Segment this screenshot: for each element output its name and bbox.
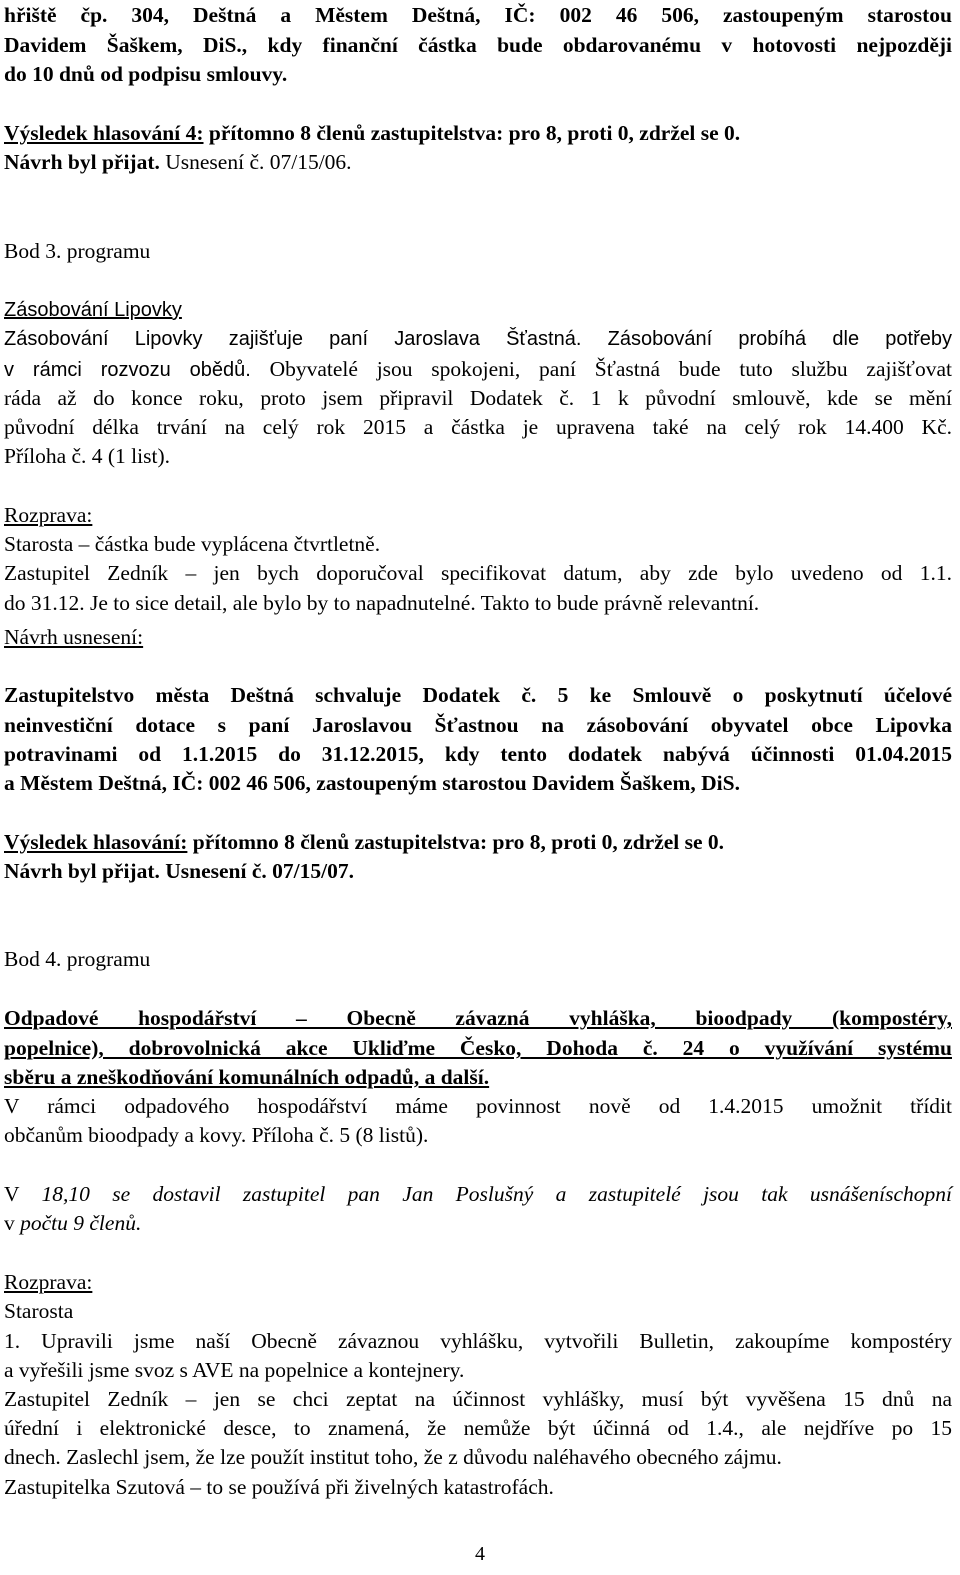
item-4-debate-line-2: a vyřešili jsme svoz s AVE na popelnice a kontejnery. (4, 1358, 465, 1382)
item-3-proposal-line-2: neinvestiční dotace s paní Jaroslavou Šťastnou na zásobování obyvatel obce Lipovka (4, 713, 952, 737)
item-4-title-line-1: Odpadové hospodářství – Obecně závazná vyhláška, bioodpady (kompostéry, (4, 1006, 952, 1030)
item-4-note-line-2 (4, 1209, 952, 1238)
item-4-note-line-1a: V (4, 1182, 42, 1206)
item-3-debate-label: Rozprava: (4, 503, 93, 527)
item-4-p1-line-2: občanům bioodpady a kovy. Příloha č. 5 (8 listů). (4, 1123, 429, 1147)
item-3-p1-line-4: původní délka trvání na celý rok 2015 a částka je upravena také na celý rok 14.400 Kč. (4, 415, 952, 439)
item-3-vote-accepted: Návrh byl přijat. Usnesení č. 07/15/07. (4, 859, 354, 883)
item-4-heading: Bod 4. programu (4, 947, 151, 971)
vote-result-text: přítomno 8 členů zastupitelstva: pro 8, proti 0, zdržel se 0. (203, 121, 741, 145)
item-3-debate-line-2: Zastupitel Zedník – jen bych doporučoval specifikovat datum, aby zde bylo uvedeno od 1.1. (4, 561, 952, 585)
item-4-debate-line-4: úřední i elektronické desce, to znamená, že nemůže být účinná od 1.4., ale nejdříve po 15 (4, 1416, 952, 1440)
item-4-debate-line-1: 1. Upravili jsme naší Obecně závaznou vyhlášku, vytvořili Bulletin, zakoupíme kompostéry (4, 1329, 952, 1353)
item-3-p1-line-1 (4, 325, 952, 354)
item-3-p1-line-3: ráda až do konce roku, proto jsem připravil Dodatek č. 1 k původní smlouvě, kde se mění (4, 386, 952, 410)
vote-accepted-line (4, 148, 952, 177)
item-3-p1-line-1a: Zásobování Lipovky zajišťuje paní Jaroslava Šťastná. (4, 328, 582, 350)
intro-line-3: do 10 dnů od podpisu smlouvy. (4, 62, 288, 86)
item-3-proposal-line-4: a Městem Deštná, IČ: 002 46 506, zastoupeným starostou Davidem Šaškem, DiS. (4, 771, 740, 795)
item-3-p1-line-5: Příloha č. 4 (1 list). (4, 444, 171, 468)
item-4-note-line-1 (4, 1180, 952, 1209)
item-4-debate-line-3: Zastupitel Zedník – jen se chci zeptat na účinnost vyhlášky, musí být vyvěšena 15 dnů na (4, 1387, 952, 1411)
item-4-note-line-1b: 18,10 se dostavil zastupitel pan Jan Poslušný a zastupitelé jsou tak usnášeníschopní (41, 1182, 953, 1206)
item-3-p1-line-2b: Obyvatelé jsou spokojeni, paní Šťastná bude tuto službu zajišťovat (250, 357, 952, 381)
item-3-proposal-line-1: Zastupitelstvo města Deštná schvaluje Dodatek č. 5 ke Smlouvě o poskytnutí účelové (4, 683, 952, 707)
item-3-vote-text: přítomno 8 členů zastupitelstva: pro 8, proti 0, zdržel se 0. (187, 830, 725, 854)
item-3-vote-line (4, 828, 952, 857)
item-3-p1-line-2a: v rámci rozvozu obědů. (4, 359, 251, 381)
item-3-p1-line-2 (4, 355, 952, 384)
item-3-heading: Bod 3. programu (4, 239, 151, 263)
item-3-proposal-line-3: potravinami od 1.1.2015 do 31.12.2015, kdy tento dodatek nabývá účinnosti 01.04.2015 (4, 742, 952, 766)
vote-result-line (4, 119, 952, 148)
page-number: 4 (475, 1543, 485, 1565)
item-4-title-line-3: sběru a zneškodňování komunálních odpadů, a další. (4, 1065, 490, 1089)
item-4-note-line-2a: v (4, 1211, 21, 1235)
item-4-debate-line-5: dnech. Zaslechl jsem, že lze použít institut toho, že z důvodu naléhavého obecného zájmu. (4, 1445, 782, 1469)
intro-line-2: Davidem Šaškem, DiS., kdy finanční částka bude obdarovanému v hotovosti nejpozději (4, 33, 952, 57)
item-3-title: Zásobování Lipovky (4, 299, 182, 321)
item-4-title-line-2: popelnice), dobrovolnická akce Ukliďme Česko, Dohoda č. 24 o využívání systému (4, 1036, 952, 1060)
vote-accepted: Návrh byl přijat. (4, 150, 160, 174)
item-3-p1-line-1b: Zásobování probíhá dle potřeby (581, 328, 953, 350)
item-4-speaker: Starosta (4, 1299, 74, 1323)
item-3-vote-label: Výsledek hlasování: (4, 830, 188, 854)
item-4-note-line-2b: počtu 9 členů. (20, 1211, 142, 1235)
intro-line-1: hřiště čp. 304, Deštná a Městem Deštná, IČ: 002 46 506, zastoupeným starostou (4, 3, 952, 27)
vote-result-label: Výsledek hlasování 4: (4, 121, 204, 145)
item-4-debate-label: Rozprava: (4, 1270, 93, 1294)
item-3-debate-line-3: do 31.12. Je to sice detail, ale bylo by to napadnutelné. Takto to bude právně relevantní. (4, 591, 760, 615)
item-3-proposal-label: Návrh usnesení: (4, 625, 144, 649)
resolution-number: Usnesení č. 07/15/06. (159, 150, 352, 174)
item-3-debate-line-1: Starosta – částka bude vyplácena čtvrtletně. (4, 532, 381, 556)
item-4-debate-line-6: Zastupitelka Szutová – to se používá při živelných katastrofách. (4, 1475, 554, 1499)
item-4-p1-line-1: V rámci odpadového hospodářství máme povinnost nově od 1.4.2015 umožnit třídit (4, 1094, 952, 1118)
